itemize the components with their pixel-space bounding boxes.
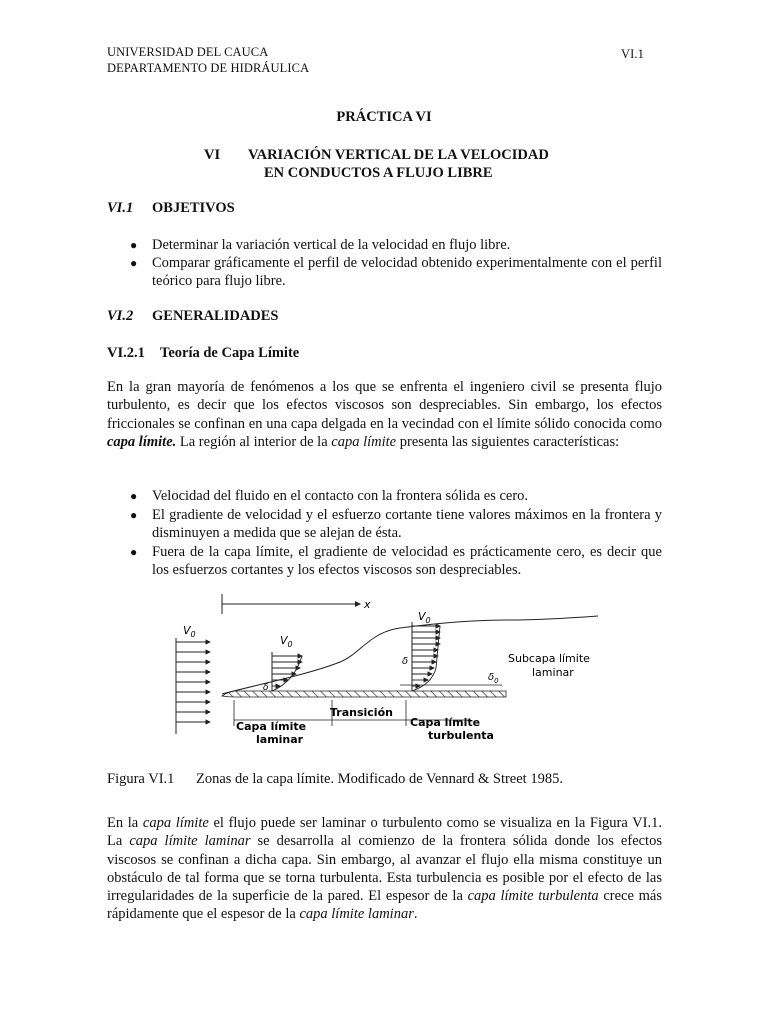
laminar-layer-label-line2: laminar [256,733,304,746]
section-number: VI.2 [107,308,134,324]
paragraph-intro: En la gran mayoría de fenómenos a los que se enfrenta el ingeniero civil se presenta flujo turbulento, es decir que los efectos viscosos son despreciables. Sin embargo, los efectos friccionales se confinan en una capa delgada en la vecindad con el límite sólido conocida como capa límite. La región al interior de la capa límite presenta las siguientes características: [107,379,662,450]
chapter-title-line2: EN CONDUCTOS A FLUJO LIBRE [264,165,493,181]
figure-caption-text: Zonas de la capa límite. Modificado de Vennard & Street 1985. [196,771,563,787]
bullet-icon: ● [130,545,138,559]
transition-label: Transición [330,706,393,719]
sublayer-label-line2: laminar [532,666,574,679]
section-number: VI.1 [107,200,134,216]
header-department: DEPARTAMENTO DE HIDRÁULICA [107,61,310,75]
chapter-title-line1: VARIACIÓN VERTICAL DE LA VELOCIDAD [248,147,549,163]
v0-label-left: $V_0$ [183,624,196,639]
paragraph-boundary-layer: En la capa límite el flujo puede ser laminar o turbulento como se visualiza en la Figura VI.1. La capa límite laminar se desarrolla al comienzo de la frontera sólida donde los efectos viscosos se confinan a dicha capa. Sin embargo, al avanzar el flujo ella misma constituye un obstáculo de tal forma que se torna turbulenta. Esta turbulencia es posible por el efecto de las irregularidades de la superficie de la pared. El espesor de la capa límite turbulenta crece más rápidamente que el espesor de la capa límite laminar. [107,815,662,923]
bullet-icon: ● [130,238,138,252]
subsection-title: Teoría de Capa Límite [160,345,300,361]
chapter-number: VI [204,147,221,163]
header-university: UNIVERSIDAD DEL CAUCA [107,45,269,59]
section-title: OBJETIVOS [152,200,235,216]
list-item: ● Velocidad del fluido en el contacto con la frontera sólida es cero. [130,488,529,504]
bullet-icon: ● [130,256,138,270]
list-item: ● Fuera de la capa límite, el gradiente de velocidad es prácticamente cero, es decir que los esfuerzos cortantes y los efectos viscosos son despreciables. [130,544,662,579]
bullet-icon: ● [130,489,138,503]
sublayer-label-line1: Subcapa límite [508,652,590,665]
delta0-label: $\delta_0$ [488,672,499,685]
boundary-layer-figure [170,592,600,752]
x-axis-label: x [364,598,371,611]
turbulent-layer-label-line2: turbulenta [428,729,494,742]
laminar-layer-label-line1: Capa límite [236,720,307,733]
section-title: GENERALIDADES [152,308,279,324]
turbulent-velocity-profile [412,626,440,686]
v0-label-laminar: $V_0$ [280,634,293,649]
figure-caption-label: Figura VI.1 [107,771,175,787]
practice-title: PRÁCTICA VI [336,109,432,125]
list-item: ● Comparar gráficamente el perfil de velocidad obtenido experimentalmente con el perfil teórico para flujo libre. [130,255,662,290]
list-item: ● Determinar la variación vertical de la velocidad en flujo libre. [130,237,511,253]
list-item: ● El gradiente de velocidad y el esfuerzo cortante tiene valores máximos en la frontera y disminuyen a medida que se alejan de ésta. [130,507,662,542]
v0-label-turbulent: $V_0$ [418,610,431,625]
delta-label-turbulent: δ [402,656,409,667]
turbulent-layer-label-line1: Capa límite [410,716,481,729]
subsection-number: VI.2.1 [107,345,145,361]
page-number: VI.1 [621,47,644,61]
delta-label-laminar: δ [263,683,269,693]
uniform-velocity-profile [176,642,210,722]
bullet-icon: ● [130,508,138,522]
